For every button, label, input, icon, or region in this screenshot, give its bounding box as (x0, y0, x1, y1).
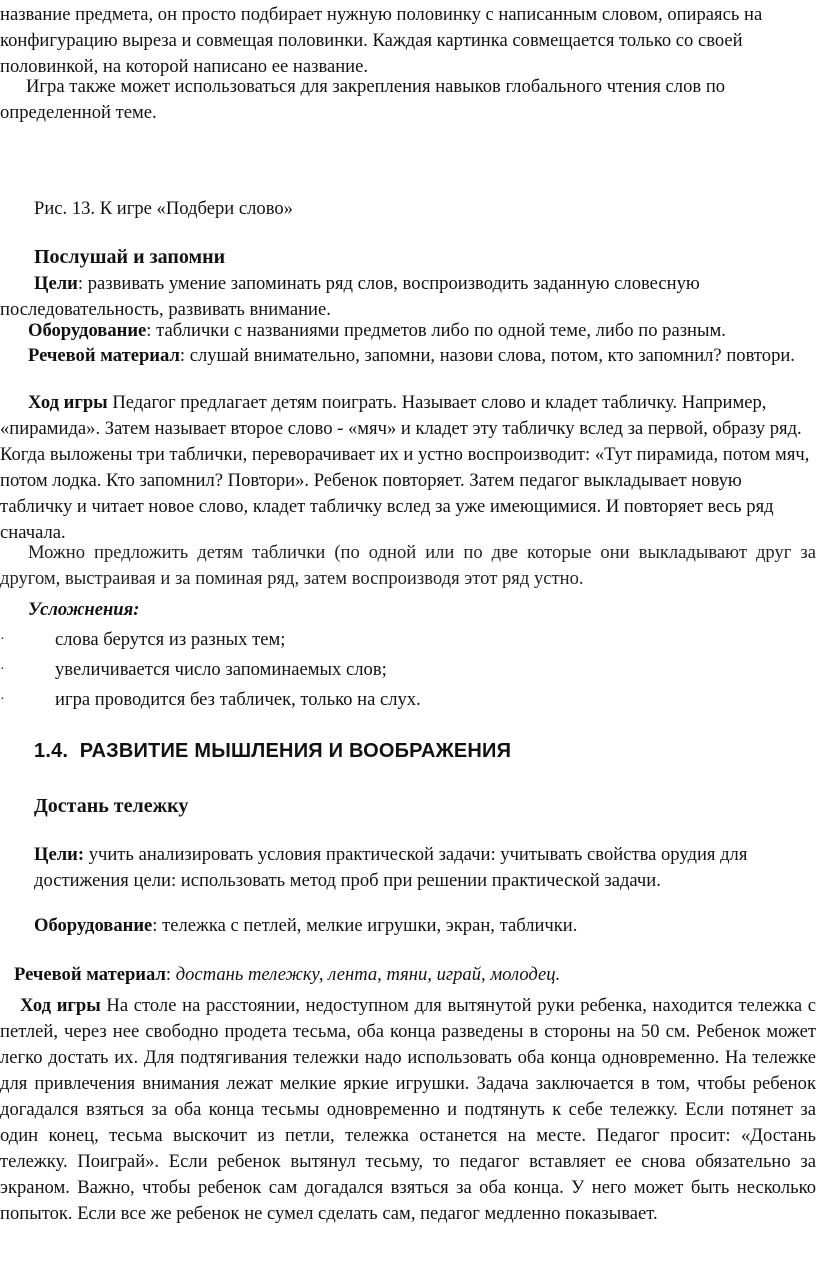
game2-equipment (34, 913, 816, 939)
equipment-text: : тележка с петлей, мелкие игрушки, экран, таблички. (152, 915, 578, 936)
goals-text: учить анализировать условия практической задачи: учитывать свойства орудия для достижения цели: использовать метод проб при решении практической задачи. (34, 844, 748, 891)
complication-item (0, 687, 816, 713)
intro-paragraph-1: название предмета, он просто подбирает нужную половинку с написанным словом, опираясь на конфигурацию выреза и совмещая половинки. Каждая картинка совмещается только со своей половинкой, на которой написано ее название. (0, 4, 763, 77)
section-heading (34, 738, 794, 764)
equipment-label: Оборудование (34, 915, 153, 936)
game2-goals (34, 842, 816, 894)
figure-caption: Рис. 13. К игре «Подбери слово» (34, 198, 293, 219)
game2-speech-material (14, 962, 814, 988)
section-number: 1.4. (34, 740, 69, 762)
game-title-listen-remember: Послушай и запомни (34, 246, 226, 268)
course-text: Педагог предлагает детям поиграть. Называет слово и кладет табличку. Например, «пирамида». Затем называет второе слово - «мяч» и кладет эту табличку вслед за первой, образу ряд. Когда выложены три таблички, переворачивает их и устно воспроизводит: «Тут пирамида, потом мяч, потом лодка. Кто запомнил? Повтори». Ребенок повторяет. Затем педагог выкладывает новую табличку и читает новое слово, кладет табличку вслед за уже имеющимися. И повторяет весь ряд сначала. (0, 392, 810, 543)
game1-variant: Можно предложить детям таблички (по одной или по две которые они выкладывают друг за другом, выстраивая и за поминая ряд, затем воспроизводя этот ряд устно. (0, 542, 816, 589)
game1-speech-material (0, 343, 816, 369)
equipment-label: Оборудование (28, 320, 147, 341)
goals-label: Цели: (34, 844, 85, 865)
course-label: Ход игры (28, 392, 108, 413)
complications-label: Усложнения: (28, 599, 140, 620)
course-text: На столе на расстоянии, недоступном для вытянутой руки ребенка, находится тележка с петлей, через нее свободно продета тесьма, оба конца разведены в стороны на 50 см. Ребенок может легко достать их. Для подтягивания тележки надо использовать оба конца одновременно. На тележке для привлечения внимания лежат мелкие яркие игрушки. Задача заключается в том, чтобы ребенок догадался взяться за оба конца тесьмы одновременно и подтянуть к себе тележку. Если потянет за один конец, тесьма выскочит из петли, тележка останется на месте. Педагог просит: «Достань тележку. Поиграй». Если ребенок вытянул тесьму, то педагог вставляет ее снова обязательно за экраном. Важно, чтобы ребенок сам догадался взяться за оба конца. У него может быть несколько попыток. Если все же ребенок не сумел сделать сам, педагог медленно показывает. (0, 995, 816, 1224)
complication-text: увеличивается число запоминаемых слов; (55, 659, 387, 680)
complication-text: слова берутся из разных тем; (55, 629, 286, 650)
speech-label: Речевой материал (28, 345, 180, 366)
complication-item (0, 657, 816, 683)
game1-equipment (0, 318, 816, 344)
bullet: · (0, 662, 5, 677)
complication-text: игра проводится без табличек, только на слух. (55, 689, 421, 710)
speech-text: : слушай внимательно, запомни, назови слова, потом, кто запомнил? повтори. (179, 345, 795, 366)
goals-text: : развивать умение запоминать ряд слов, воспроизводить заданную словесную последовательность, развивать внимание. (0, 273, 700, 320)
bullet: · (0, 692, 5, 707)
game1-course (0, 390, 816, 546)
complication-item (0, 627, 816, 653)
equipment-text: : таблички с названиями предметов либо по одной теме, либо по разным. (146, 320, 726, 341)
speech-colon: : (165, 964, 176, 985)
game-title-get-cart: Достань тележку (34, 795, 189, 817)
goals-label: Цели (34, 273, 78, 294)
complications-heading (28, 597, 428, 623)
speech-label: Речевой материал (14, 964, 166, 985)
game1-goals (0, 271, 816, 323)
game2-course (0, 993, 816, 1227)
bullet: · (0, 632, 5, 647)
intro-paragraph-2: Игра также может использоваться для закрепления навыков глобального чтения слов по определенной теме. (0, 76, 726, 123)
speech-text: достань тележку, лента, тяни, играй, молодец. (175, 964, 561, 985)
section-title: РАЗВИТИЕ МЫШЛЕНИЯ И ВООБРАЖЕНИЯ (79, 740, 512, 762)
course-label: Ход игры (20, 995, 101, 1016)
